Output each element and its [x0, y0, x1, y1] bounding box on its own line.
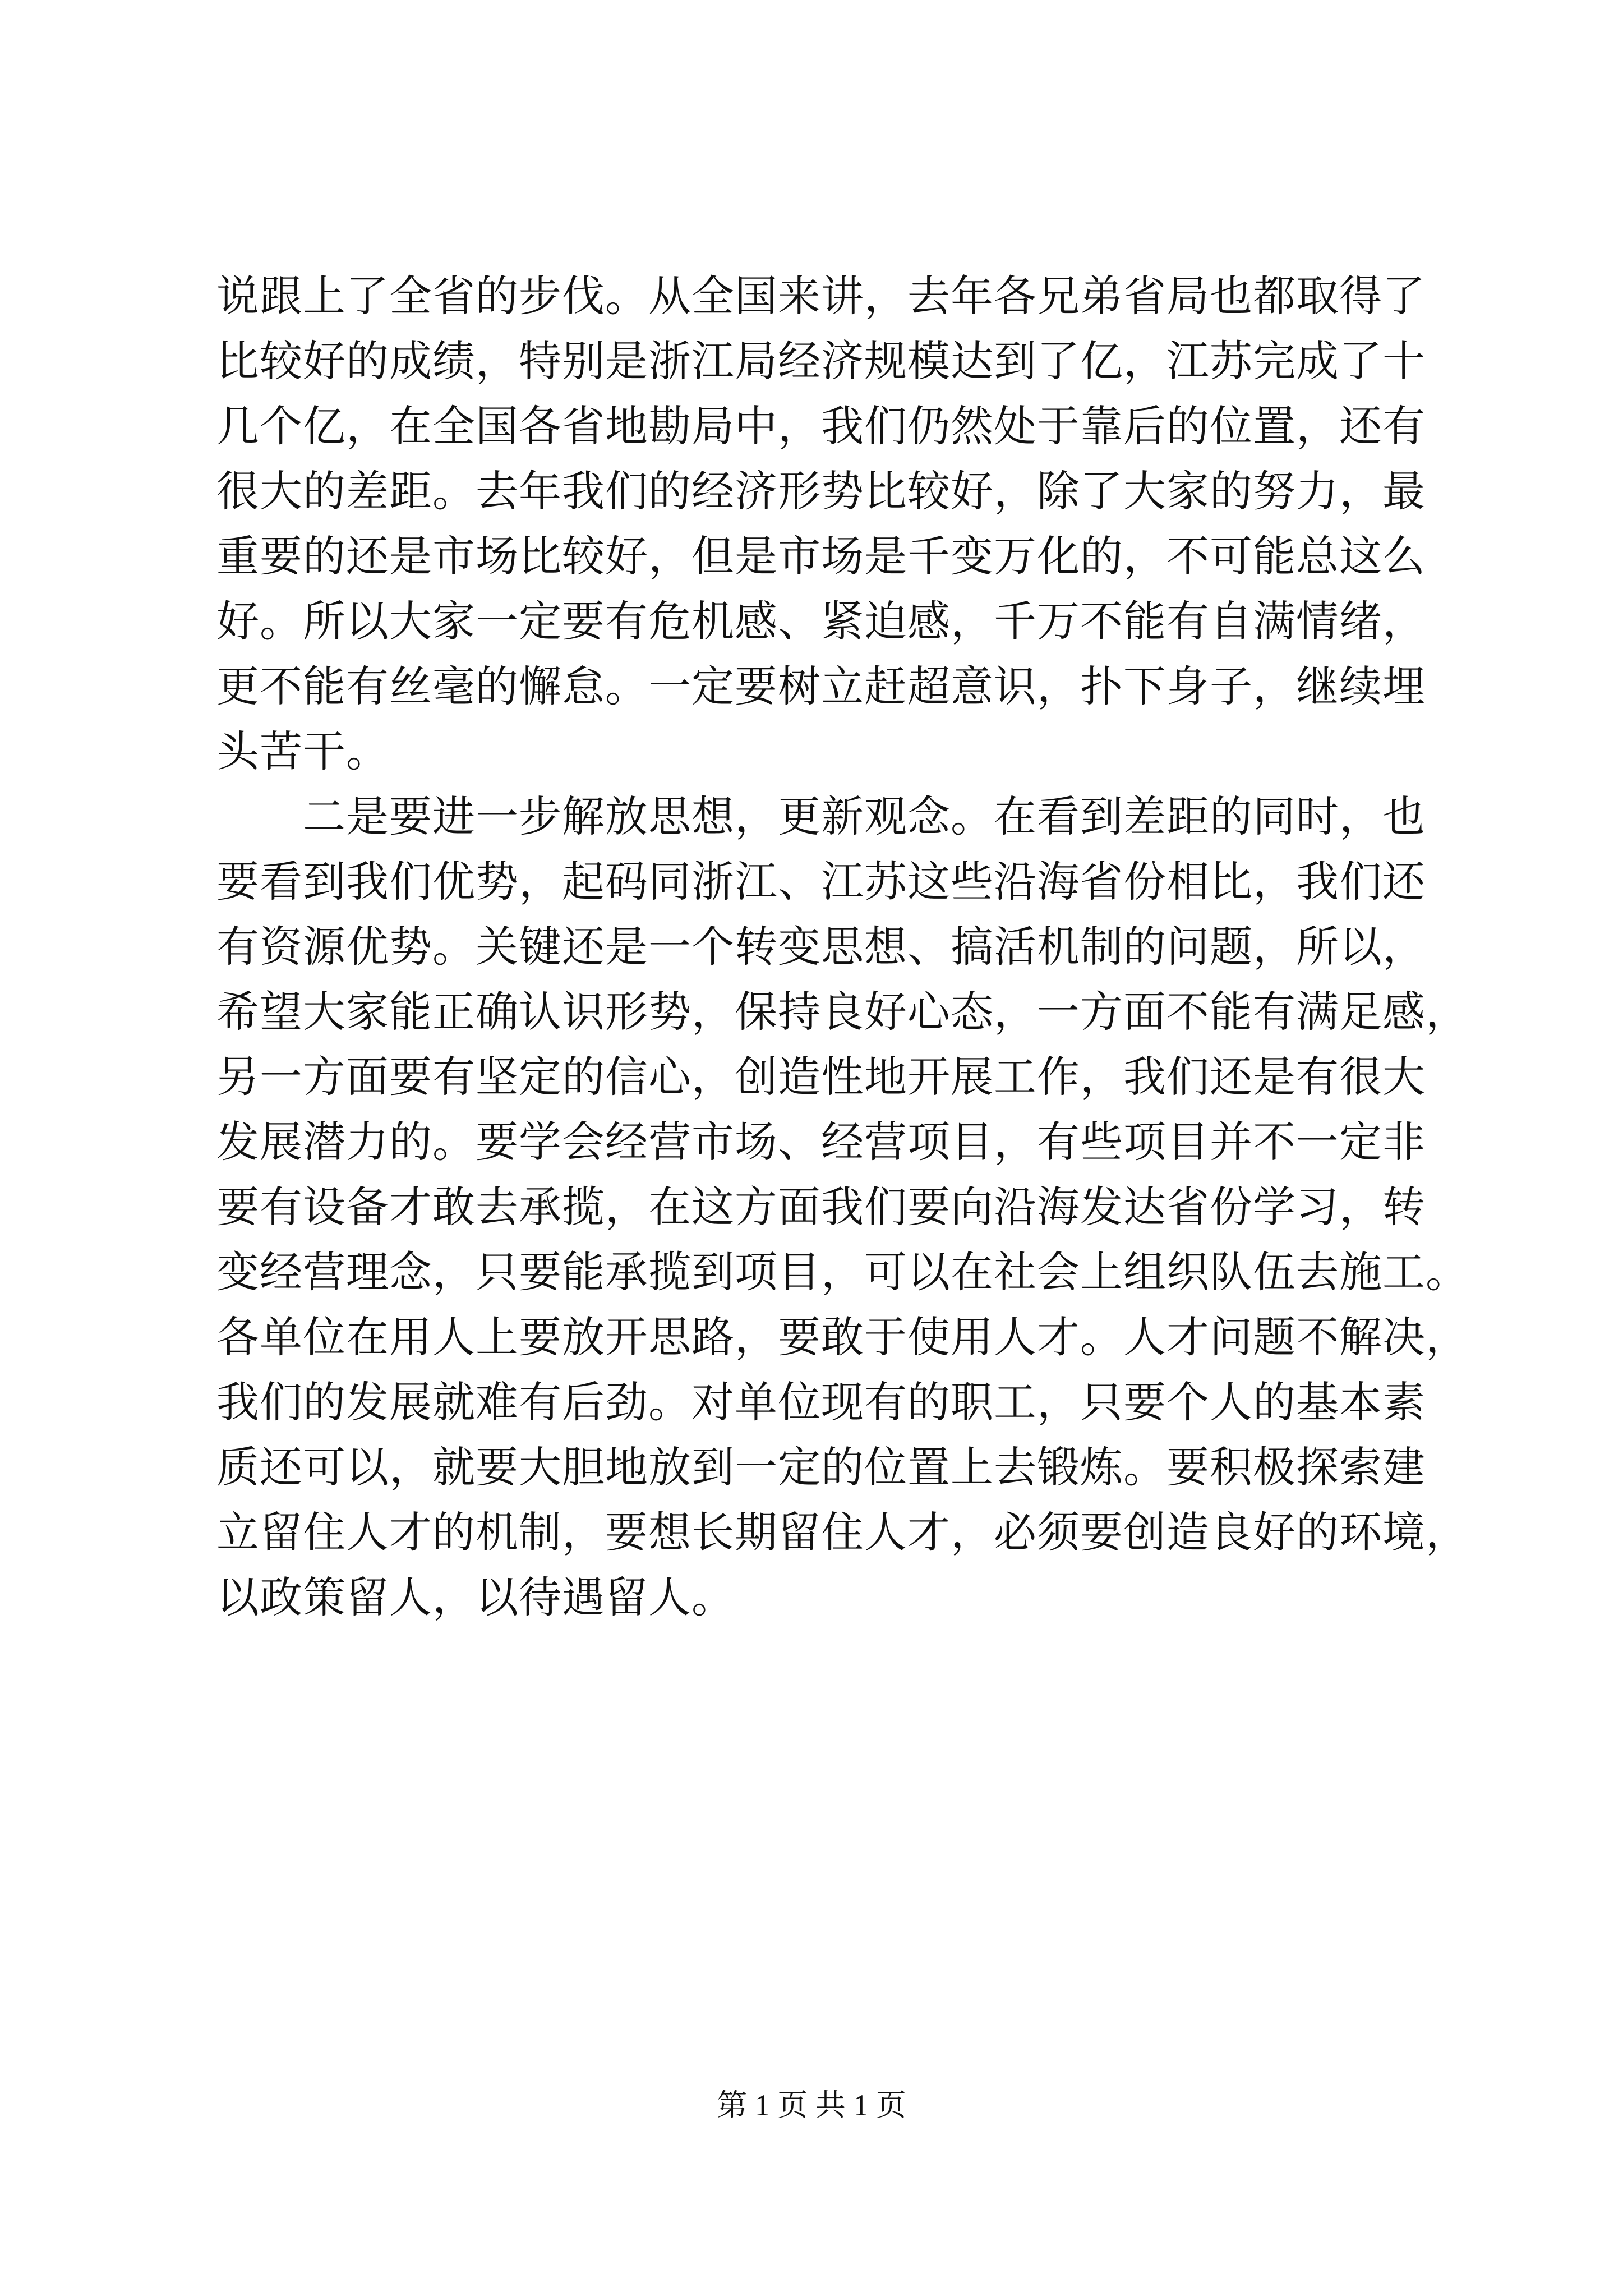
- page-footer: 第 1 页 共 1 页: [717, 2088, 906, 2122]
- text-line: 要看到我们优势，起码同浙江、江苏这些沿海省份相比，我们还: [216, 857, 1426, 907]
- paragraph-2: [216, 784, 1469, 1630]
- text-line: 有资源优势。关键还是一个转变思想、搞活机制的问题，所以，: [216, 922, 1426, 972]
- text-line: 各单位在用人上要放开思路，要敢于使用人才。人才问题不解决，: [216, 1312, 1469, 1362]
- text-line: 很大的差距。去年我们的经济形势比较好，除了大家的努力，最: [216, 466, 1426, 516]
- text-line: 变经营理念，只要能承揽到项目，可以在社会上组织队伍去施工。: [216, 1247, 1469, 1297]
- text-line: 我们的发展就难有后劲。对单位现有的职工，只要个人的基本素: [216, 1377, 1426, 1427]
- text-line: 头苦干。: [216, 726, 389, 776]
- text-line: 发展潜力的。要学会经营市场、经营项目，有些项目并不一定非: [216, 1117, 1426, 1167]
- text-line: 另一方面要有坚定的信心，创造性地开展工作，我们还是有很大: [216, 1052, 1426, 1102]
- text-line: 以政策留人，以待遇留人。: [216, 1572, 735, 1622]
- text-line: 好。所以大家一定要有危机感、紧迫感，千万不能有自满情绪，: [216, 596, 1426, 646]
- text-line: 更不能有丝毫的懈怠。一定要树立赶超意识，扑下身子，继续埋: [216, 661, 1426, 711]
- text-line: 几个亿，在全国各省地勘局中，我们仍然处于靠后的位置，还有: [216, 401, 1426, 451]
- text-line: 比较好的成绩，特别是浙江局经济规模达到了亿，江苏完成了十: [216, 336, 1426, 386]
- text-line: 希望大家能正确认识形势，保持良好心态，一方面不能有满足感，: [216, 987, 1469, 1037]
- text-line: 说跟上了全省的步伐。从全国来讲，去年各兄弟省局也都取得了: [216, 271, 1426, 321]
- text-line: 立留住人才的机制，要想长期留住人才，必须要创造良好的环境，: [216, 1507, 1469, 1557]
- paragraph-1: [216, 264, 1426, 784]
- text-line: 要有设备才敢去承揽，在这方面我们要向沿海发达省份学习，转: [216, 1182, 1426, 1232]
- document-body: [216, 264, 1469, 1630]
- text-line: 质还可以，就要大胆地放到一定的位置上去锻炼。要积极探索建: [216, 1442, 1426, 1492]
- text-line: 二是要进一步解放思想，更新观念。在看到差距的同时，也: [216, 792, 1426, 841]
- text-line: 重要的还是市场比较好，但是市场是千变万化的，不可能总这么: [216, 531, 1426, 581]
